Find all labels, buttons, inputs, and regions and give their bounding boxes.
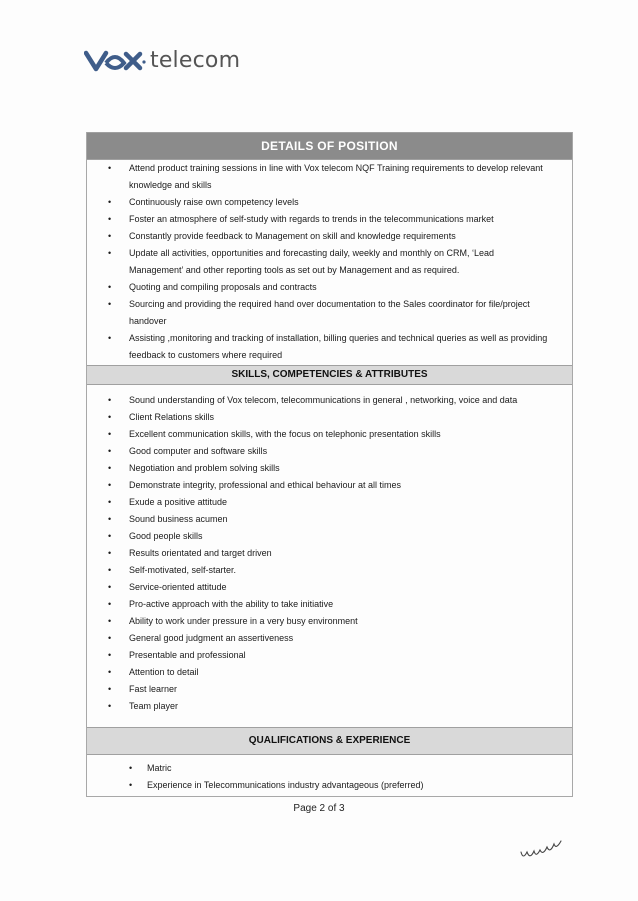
list-item: • Ability to work under pressure in a very busy environment: [87, 613, 572, 630]
list-item: • Sound business acumen: [87, 511, 572, 528]
list-item: • Continuously raise own competency levels: [87, 194, 572, 211]
list-item: • Update all activities, opportunities and forecasting daily, weekly and monthly on CRM, ‘Lead Management’ and other reporting tools as set out by Management and as required.: [87, 245, 572, 279]
list-item: • Team player: [87, 698, 572, 715]
qualifications-list: [87, 755, 572, 797]
list-item: • Attend product training sessions in line with Vox telecom NQF Training requirements to develop relevant knowledge and skills: [87, 160, 572, 194]
list-item: • Self-motivated, self-starter.: [87, 562, 572, 579]
list-item: • Negotiation and problem solving skills: [87, 460, 572, 477]
page-number: Page 2 of 3: [293, 803, 345, 814]
list-item: • Service-oriented attitude: [87, 579, 572, 596]
section-title-skills: SKILLS, COMPETENCIES & ATTRIBUTES: [87, 365, 572, 385]
details-list: [87, 160, 572, 365]
list-item: • Foster an atmosphere of self-study with regards to trends in the telecommunications market: [87, 211, 572, 228]
list-item: • Exude a positive attitude: [87, 494, 572, 511]
job-description-table: [86, 132, 573, 797]
list-item: • Good people skills: [87, 528, 572, 545]
list-item: • General good judgment an assertiveness: [87, 630, 572, 647]
list-item: • Attention to detail: [87, 664, 572, 681]
list-item: • Fast learner: [87, 681, 572, 698]
list-item: • Sourcing and providing the required hand over documentation to the Sales coordinator for file/project handover: [87, 296, 572, 330]
list-item: • Quoting and compiling proposals and contracts: [87, 279, 572, 296]
list-item: • Experience in Telecommunications industry advantageous (preferred): [87, 777, 572, 794]
list-item: • Constantly provide feedback to Management on skill and knowledge requirements: [87, 228, 572, 245]
handwritten-initials: [518, 838, 566, 869]
company-logo: [84, 48, 240, 73]
section-title-details: DETAILS OF POSITION: [87, 132, 572, 160]
section-title-qualifications: QUALIFICATIONS & EXPERIENCE: [87, 727, 572, 755]
skills-list: [87, 385, 572, 727]
list-item: • Client Relations skills: [87, 409, 572, 426]
list-item: • Good computer and software skills: [87, 443, 572, 460]
list-item: • Excellent communication skills, with the focus on telephonic presentation skills: [87, 426, 572, 443]
list-item: • Pro-active approach with the ability to take initiative: [87, 596, 572, 613]
list-item: • Matric: [87, 760, 572, 777]
vox-logo-icon: [84, 49, 146, 73]
list-item: • Results orientated and target driven: [87, 545, 572, 562]
list-item: • Sound understanding of Vox telecom, telecommunications in general , networking, voice and data: [87, 392, 572, 409]
list-item: • Assisting ,monitoring and tracking of installation, billing queries and technical queries as well as providing feedback to customers where required: [87, 330, 572, 364]
list-item: • Demonstrate integrity, professional and ethical behaviour at all times: [87, 477, 572, 494]
list-item: • Presentable and professional: [87, 647, 572, 664]
logo-wordmark: telecom: [150, 48, 241, 73]
